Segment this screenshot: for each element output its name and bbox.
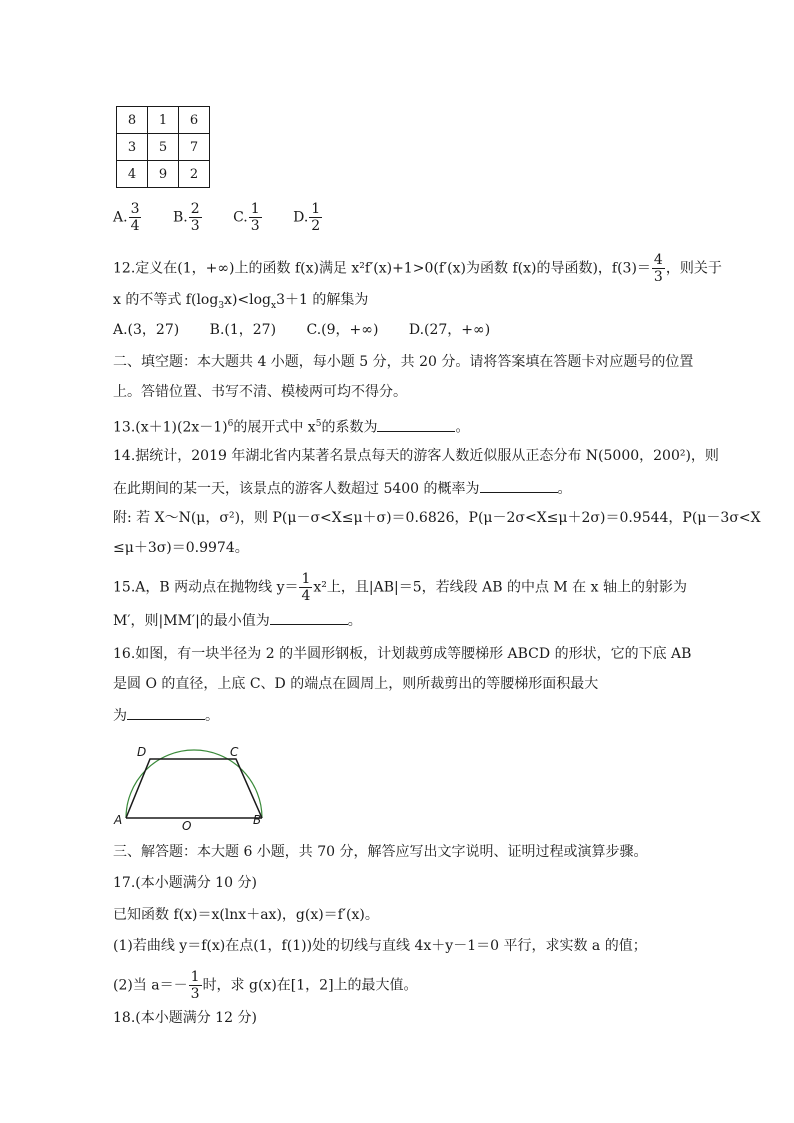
section2-heading-line-1: 二、填空题：本大题共 4 小题，每小题 5 分，共 20 分。请将答案填在答题卡对应题号的位置 bbox=[113, 354, 694, 370]
q17-title: 17.(本小题满分 10 分) bbox=[113, 875, 257, 891]
q11-options bbox=[113, 202, 349, 233]
label-d: D bbox=[137, 745, 147, 759]
grid-cell: 3 bbox=[117, 134, 148, 161]
label-b: B bbox=[253, 813, 262, 827]
q12-option-b: B.(1，27) bbox=[209, 322, 277, 338]
trapezoid-sides bbox=[126, 759, 262, 818]
q11-option-b: B. $\frac{2}{3}$ bbox=[172, 201, 200, 234]
q14-line-2: 在此期间的某一天，该景点的游客人数超过 5400 的概率为 。 bbox=[113, 478, 572, 499]
q16-line-1: 16.如图，有一块半径为 2 的半圆形钢板，计划裁剪成等腰梯形 ABCD 的形状，它的下底 AB bbox=[113, 646, 692, 662]
q12-line-1: 12.定义在(1，+∞)上的函数 f(x)满足 x²f′(x)+1>0(f′(x)为函数 f(x)的导函数)，f(3)＝ $\frac{4}{3}$ ，则关于 bbox=[113, 252, 722, 285]
answer-blank bbox=[270, 610, 348, 625]
q11-option-a: A. $\frac{3}{4}$ bbox=[113, 201, 140, 234]
table-row bbox=[117, 161, 210, 188]
q14-note-line-2: ≤μ＋3σ)＝0.9974。 bbox=[113, 540, 249, 556]
q12-line-2: x 的不等式 $f(\log_3x)<\log_x3+1$ 的解集为 bbox=[113, 292, 369, 311]
label-a: A bbox=[114, 813, 123, 827]
q18-title: 18.(本小题满分 12 分) bbox=[113, 1010, 257, 1026]
table-row bbox=[117, 134, 210, 161]
q15-line-2: M′，则|MM′|的最小值为 。 bbox=[113, 610, 362, 631]
answer-blank bbox=[377, 417, 455, 432]
q13-line: $13.(x+1)(2x-1)^6$的展开式中 $x^5$的系数为 。 bbox=[113, 414, 469, 438]
grid-cell: 1 bbox=[148, 107, 179, 134]
q12-option-d: D.(27，+∞) bbox=[408, 322, 491, 338]
section2-heading-line-2: 上。答错位置、书写不清、模棱两可均不得分。 bbox=[113, 384, 407, 400]
q17-part-2: (2)当 a＝－ $\frac{1}{3}$ 时，求 g(x)在[1，2]上的最大值。 bbox=[113, 969, 418, 1002]
grid-cell: 5 bbox=[148, 134, 179, 161]
grid-cell: 4 bbox=[117, 161, 148, 188]
q15-line-1: 15.A，B 两动点在抛物线 y＝ $\frac{1}{4}$ x²上，且|AB|＝5，若线段 AB 的中点 M 在 x 轴上的射影为 bbox=[113, 571, 687, 604]
q12-options bbox=[113, 320, 516, 340]
answer-blank bbox=[480, 478, 558, 493]
grid-cell: 2 bbox=[179, 161, 210, 188]
answer-blank bbox=[127, 705, 205, 720]
grid-cell: 9 bbox=[148, 161, 179, 188]
semicircle-arc bbox=[126, 750, 262, 818]
grid-cell: 7 bbox=[179, 134, 210, 161]
q17-part-1: (1)若曲线 y＝f(x)在点(1，f(1))处的切线与直线 4x＋y－1＝0 平行，求实数 a 的值； bbox=[113, 938, 647, 954]
q14-note-line-1: 附: 若 X～N(μ，σ²)，则 P(μ－σ<X≤μ＋σ)＝0.6826，P(μ－2σ<X≤μ＋2σ)＝0.9544，P(μ－3σ<X bbox=[113, 510, 761, 526]
q12-option-c: C.(9，+∞) bbox=[306, 322, 379, 338]
grid-cell: 6 bbox=[179, 107, 210, 134]
q16-line-2: 是圆 O 的直径，上底 C、D 的端点在圆周上，则所裁剪出的等腰梯形面积最大 bbox=[113, 676, 599, 692]
q11-option-c: C. $\frac{1}{3}$ bbox=[233, 201, 260, 234]
q16-line-3: 为 。 bbox=[113, 705, 219, 726]
magic-square-table bbox=[116, 106, 210, 188]
q11-option-d: D. $\frac{1}{2}$ bbox=[293, 201, 321, 234]
label-c: C bbox=[230, 745, 239, 759]
grid-cell: 8 bbox=[117, 107, 148, 134]
table-row bbox=[117, 107, 210, 134]
q17-given: 已知函数 f(x)＝x(lnx＋ax)，g(x)＝f′(x)。 bbox=[113, 907, 379, 923]
label-o: O bbox=[182, 819, 192, 832]
q14-line-1: 14.据统计，2019 年湖北省内某著名景点每天的游客人数近似服从正态分布 N(5000，200²)，则 bbox=[113, 448, 719, 464]
trapezoid-semicircle-figure bbox=[110, 732, 270, 832]
q12-option-a: A.(3，27) bbox=[113, 322, 180, 338]
section3-heading: 三、解答题：本大题 6 小题，共 70 分，解答应写出文字说明、证明过程或演算步骤。 bbox=[113, 844, 648, 860]
